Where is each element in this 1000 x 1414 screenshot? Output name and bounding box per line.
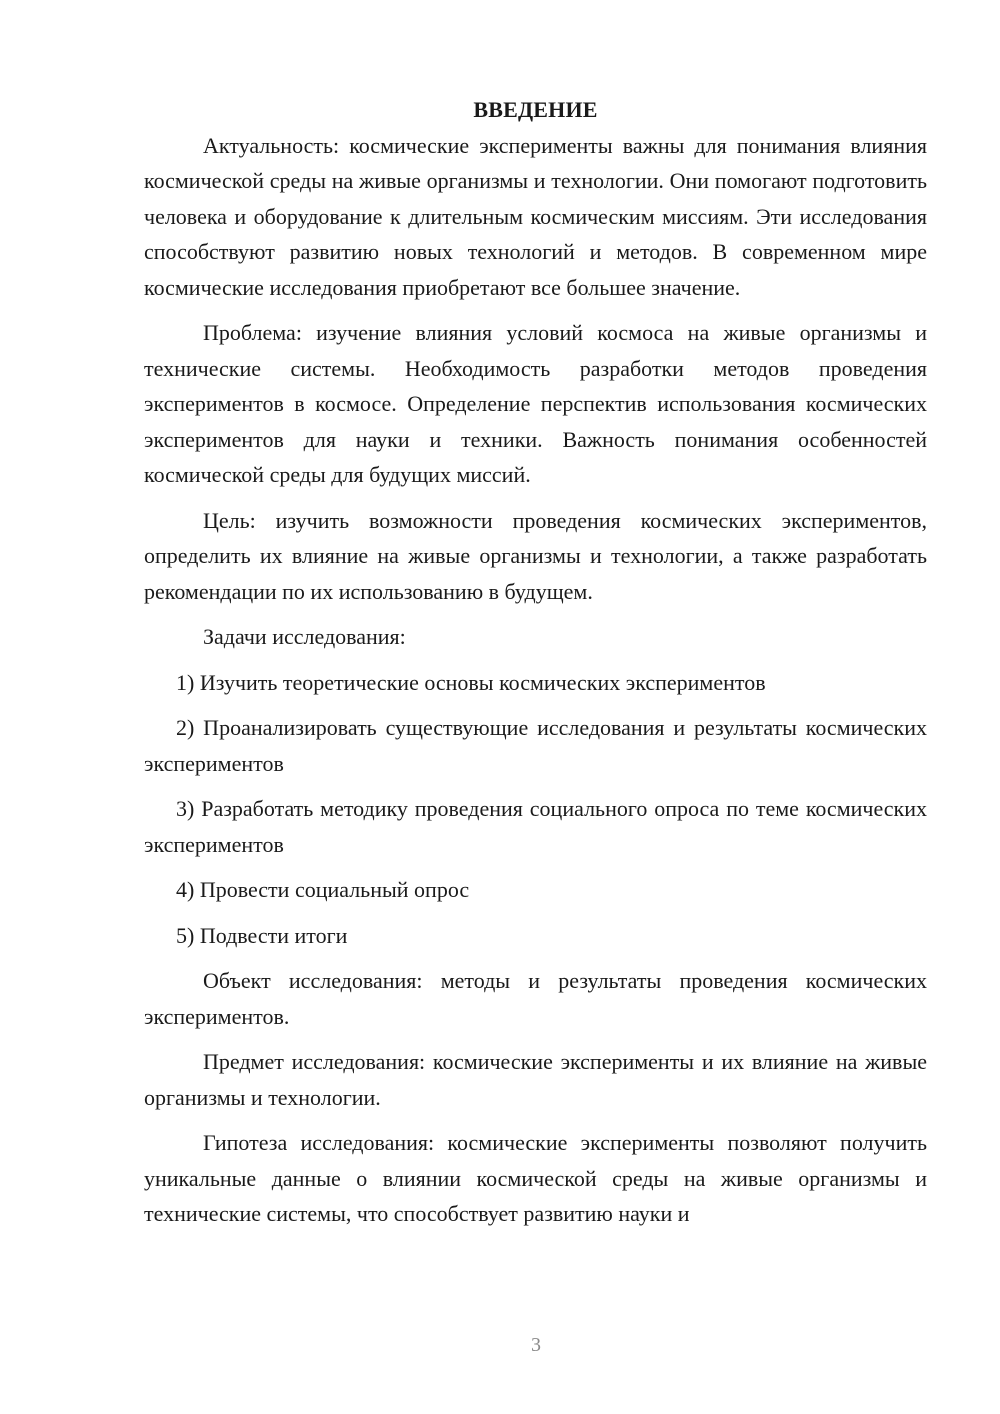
paragraph-relevance: Актуальность: космические эксперименты важны для понимания влияния космической среды на живые организмы и технологии. Они помогают подготовить человека и оборудование к длительным космическим миссиям. Эти исследования способствуют развитию новых технологий и методов. В современном мире космические исследования приобретают все большее значение. <box>144 132 927 300</box>
task-item-5: 5) Подвести итоги <box>176 922 348 948</box>
paragraph-tasks-intro: Задачи исследования: <box>203 624 406 649</box>
paragraph-problem: Проблема: изучение влияния условий космоса на живые организмы и технические системы. Необходимость разработки методов проведения экспериментов в космосе. Определение перспектив использования космических экспериментов для науки и техники. Важность понимания особенностей космической среды для будущих миссий. <box>144 320 927 487</box>
page-title: ВВЕДЕНИЕ <box>473 97 598 122</box>
task-item-1: 1) Изучить теоретические основы космических экспериментов <box>176 669 766 695</box>
task-item-2: 2) Проанализировать существующие исследования и результаты космических экспериментов <box>144 715 927 776</box>
task-item-4: 4) Провести социальный опрос <box>176 877 470 902</box>
paragraph-hypothesis: Гипотеза исследования: космические эксперименты позволяют получить уникальные данные о влиянии космической среды на живые организмы и технические системы, что способствует развитию науки и <box>144 1130 927 1226</box>
page-number: 3 <box>531 1334 541 1356</box>
task-item-3: 3) Разработать методику проведения социального опроса по теме космических экспериментов <box>144 796 927 857</box>
paragraph-goal: Цель: изучить возможности проведения космических экспериментов, определить их влияние на живые организмы и технологии, а также разработать рекомендации по их использованию в будущем. <box>144 507 927 604</box>
page-body <box>144 92 927 1232</box>
paragraph-object: Объект исследования: методы и результаты проведения космических экспериментов. <box>144 968 927 1029</box>
paragraph-subject: Предмет исследования: космические эксперименты и их влияние на живые организмы и технологии. <box>144 1049 927 1110</box>
